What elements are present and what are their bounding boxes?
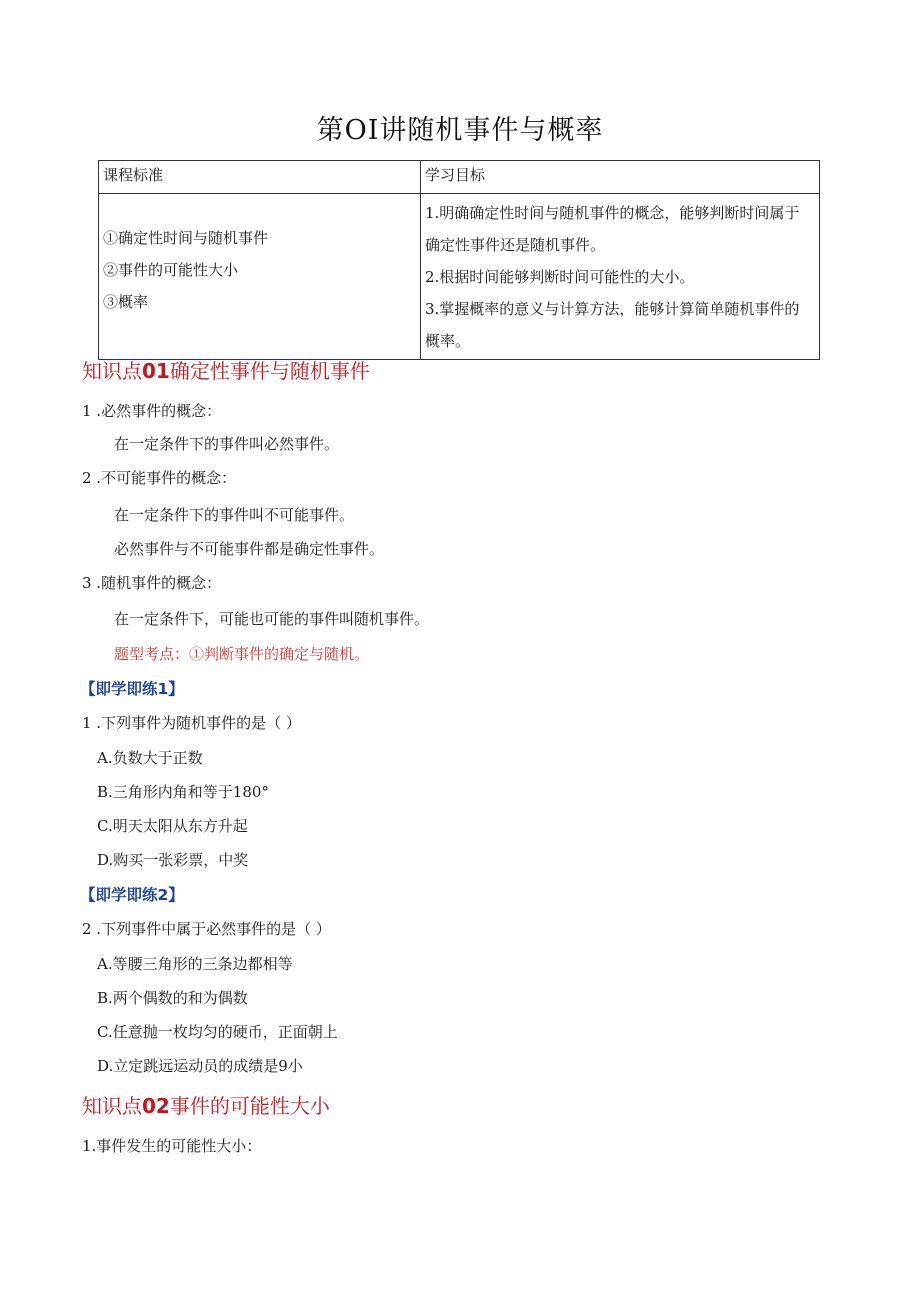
section-number: 02 xyxy=(142,1094,170,1118)
goal-line: 概率。 xyxy=(425,332,471,350)
question-2: 2 .下列事件中属于必然事件的是（ ） xyxy=(82,920,331,938)
learning-goals-cell xyxy=(421,194,820,360)
option-b: B.两个偶数的和为偶数 xyxy=(97,989,248,1007)
section-heading-2 xyxy=(82,1090,330,1119)
header-course-standard: 课程标准 xyxy=(99,161,421,194)
table-header-row xyxy=(99,161,820,194)
section-number: 01 xyxy=(142,359,170,383)
goal-line: 1.明确确定性时间与随机事件的概念，能够判断时间属于 xyxy=(425,204,800,222)
goal-line: 3.掌握概率的意义与计算方法，能够计算简单随机事件的 xyxy=(425,300,800,318)
question-1: 1 .下列事件为随机事件的是（ ） xyxy=(82,714,301,732)
concept-heading: 1 .必然事件的概念： xyxy=(82,402,222,420)
standard-item: ①确定性时间与随机事件 xyxy=(103,229,269,247)
practice-label-2: 【即学即练2】 xyxy=(80,886,184,904)
option-c: C.任意抛一枚均匀的硬币，正面朝上 xyxy=(97,1023,338,1041)
concept-text: 在一定条件下，可能也可能的事件叫随机事件。 xyxy=(114,610,430,628)
section-heading-1 xyxy=(82,355,370,384)
concept-heading: 2 .不可能事件的概念： xyxy=(82,469,237,487)
concept-text: 在一定条件下的事件叫必然事件。 xyxy=(114,435,340,453)
option-c: C.明天太阳从东方升起 xyxy=(97,817,248,835)
curriculum-table xyxy=(98,160,820,360)
goal-line: 2.根据时间能够判断时间可能性的大小。 xyxy=(425,268,695,286)
concept-heading: 1.事件发生的可能性大小： xyxy=(82,1137,262,1155)
section-title: 事件的可能性大小 xyxy=(169,1094,330,1118)
table-body-row xyxy=(99,194,820,360)
standard-item: ③概率 xyxy=(103,293,149,311)
option-a: A.负数大于正数 xyxy=(97,749,203,767)
option-b: B.三角形内角和等于180° xyxy=(97,783,269,801)
practice-label-1: 【即学即练1】 xyxy=(80,680,184,698)
goal-line: 确定性事件还是随机事件。 xyxy=(425,236,606,254)
question-type-tip: 题型考点：①判断事件的确定与随机。 xyxy=(114,645,370,663)
course-standard-cell xyxy=(99,194,421,360)
section-prefix: 知识点 xyxy=(82,1094,142,1118)
option-d: D.购买一张彩票，中奖 xyxy=(97,851,249,869)
standard-item: ②事件的可能性大小 xyxy=(103,261,239,279)
concept-text: 在一定条件下的事件叫不可能事件。 xyxy=(114,506,355,524)
section-prefix: 知识点 xyxy=(82,359,142,383)
concept-heading: 3 .随机事件的概念： xyxy=(82,574,222,592)
option-a: A.等腰三角形的三条边都相等 xyxy=(97,955,293,973)
page-title: 第OI讲随机事件与概率 xyxy=(316,115,604,146)
header-learning-goals: 学习目标 xyxy=(421,161,820,194)
concept-text: 必然事件与不可能事件都是确定性事件。 xyxy=(114,540,385,558)
section-title: 确定性事件与随机事件 xyxy=(169,359,370,383)
option-d: D.立定跳远运动员的成绩是9小 xyxy=(97,1057,303,1075)
